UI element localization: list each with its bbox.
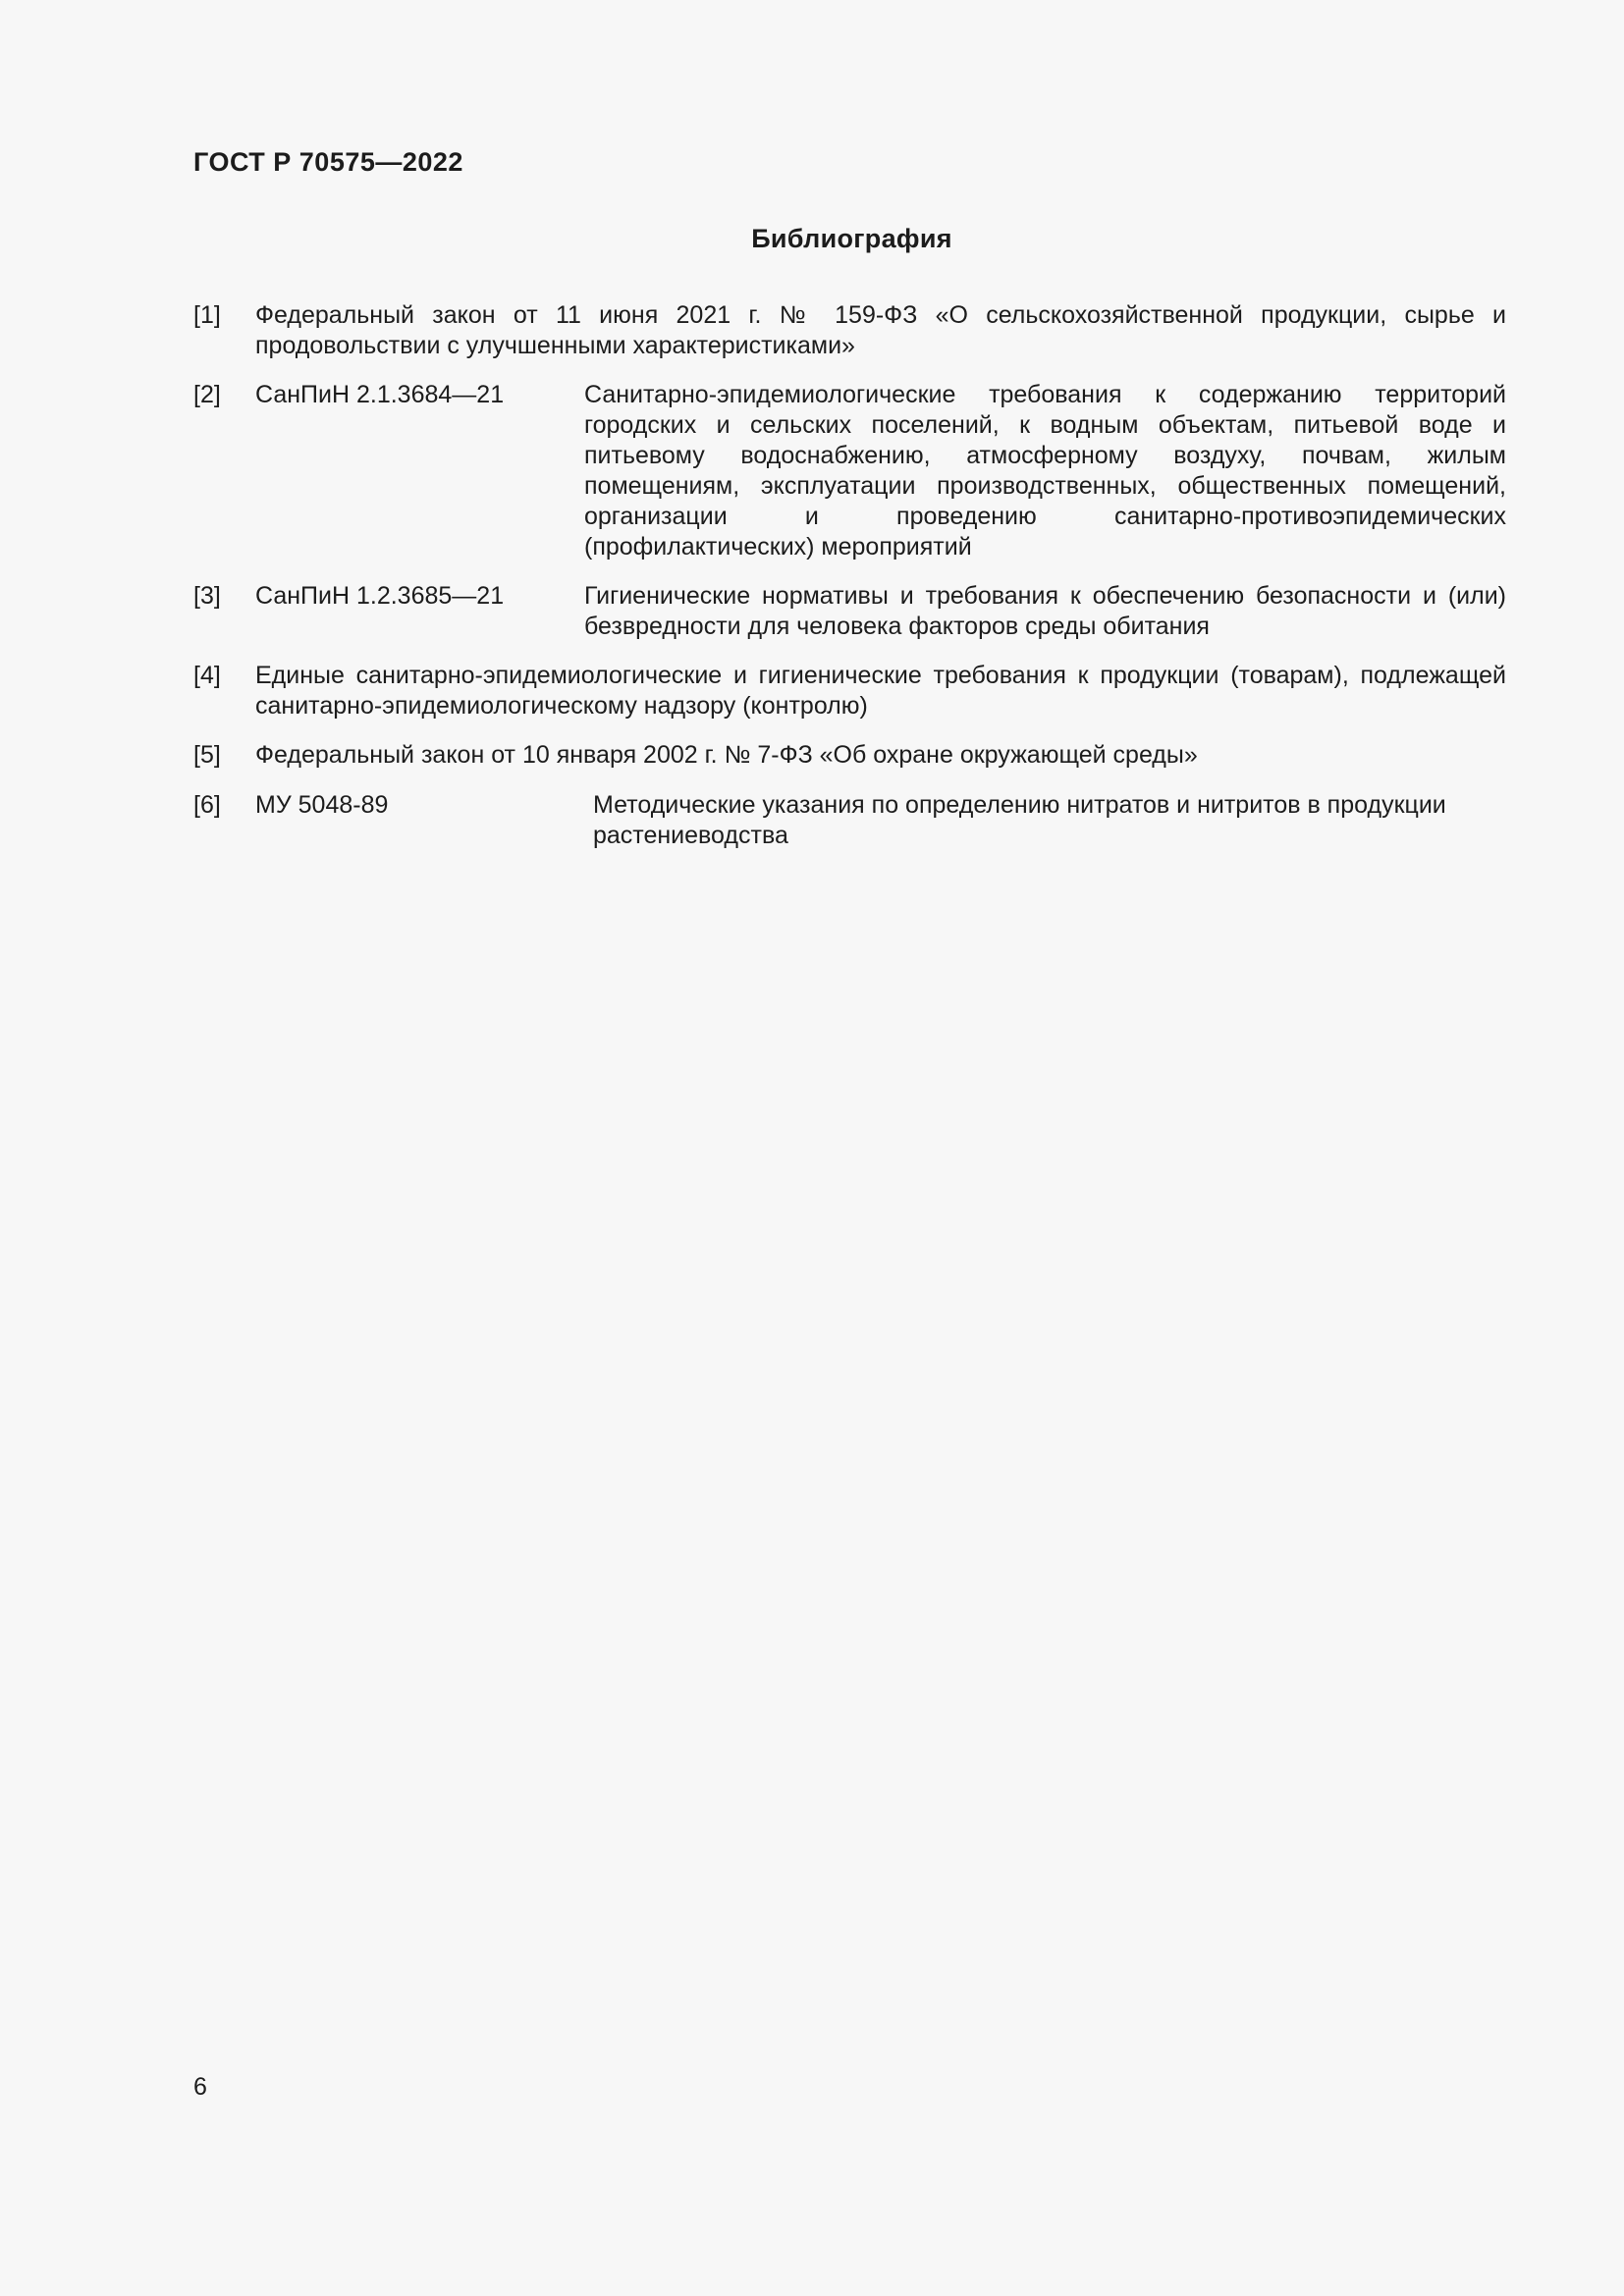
entry-code: СанПиН 2.1.3684—21 bbox=[255, 381, 505, 408]
entry-number: [6] bbox=[193, 791, 221, 819]
bibliography-entry bbox=[193, 740, 1506, 771]
entry-text: Методические указания по определению нитратов и нитритов в продукции растениеводства bbox=[593, 791, 1446, 849]
bibliography-entry bbox=[193, 661, 1506, 721]
bibliography-entry bbox=[193, 380, 1506, 562]
document-header: ГОСТ Р 70575—2022 bbox=[193, 147, 463, 177]
entry-number: [2] bbox=[193, 381, 221, 408]
bibliography-list bbox=[193, 300, 1506, 851]
entry-number: [4] bbox=[193, 662, 221, 689]
page-number: 6 bbox=[193, 2073, 207, 2101]
entry-text: Санитарно-эпидемиологические требования к содержанию территорий городских и сельских поселений, к водным объектам, питьевой воде и питьевому водоснабжению, атмосферному воздуху, почвам, жилым помещениям, эксплуатации производственных, общественных помещений, организации и проведению санитарно-противоэпидемических (профилактических) мероприятий bbox=[584, 381, 1506, 561]
entry-number: [3] bbox=[193, 582, 221, 610]
bibliography-entry bbox=[193, 581, 1506, 642]
entry-text: Гигиенические нормативы и требования к обеспечению безопасности и (или) безвредности для человека факторов среды обитания bbox=[584, 582, 1506, 640]
entry-code: МУ 5048-89 bbox=[255, 791, 389, 819]
entry-number: [1] bbox=[193, 301, 221, 329]
bibliography-entry bbox=[193, 300, 1506, 361]
bibliography-entry bbox=[193, 790, 1506, 851]
entry-text: Единые санитарно-эпидемиологические и гигиенические требования к продукции (товарам), подлежащей санитарно-эпидемиологическому надзору (контролю) bbox=[255, 662, 1506, 720]
entry-number: [5] bbox=[193, 741, 221, 769]
entry-code: СанПиН 1.2.3685—21 bbox=[255, 582, 505, 610]
section-title: Библиография bbox=[751, 224, 952, 253]
entry-text: Федеральный закон от 11 июня 2021 г. № 159-ФЗ «О сельскохозяйственной продукции, сырье и продовольствии с улучшенными характеристиками» bbox=[255, 301, 1506, 359]
entry-text: Федеральный закон от 10 января 2002 г. № 7-ФЗ «Об охране окружающей среды» bbox=[255, 741, 1198, 769]
